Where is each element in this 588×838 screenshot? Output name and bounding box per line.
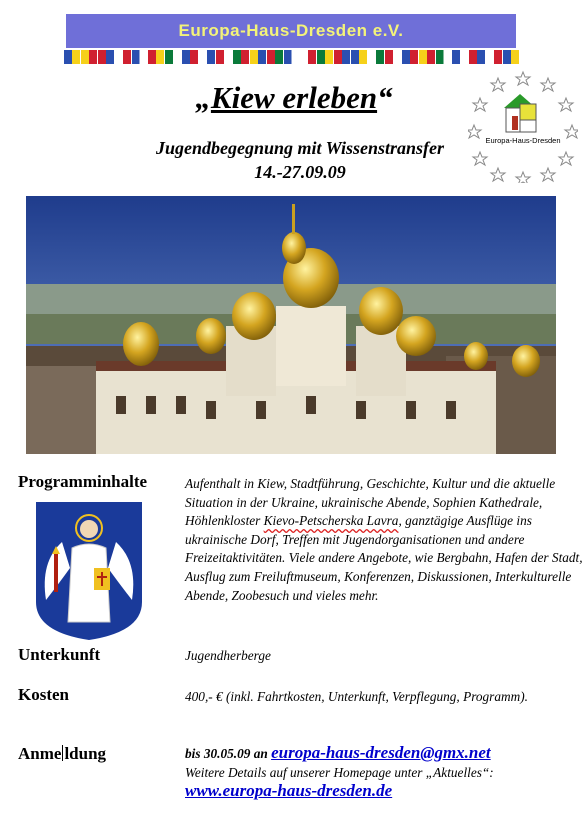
flag-icon — [469, 50, 485, 64]
flag-strip — [64, 50, 520, 64]
program-text: Aufenthalt in Kiew, Stadtführung, Geschichte, Kultur und die aktuelle Situation in der Ukraine, ukrainische Abende, Sophien Kathedrale, Höhlenkloster Kievo-Petscherska Lavra, ganztägige Ausflüge ins ukrainische Dorf, Treffen mit Jugendorganisationen und andere Freizeitaktivitäten. Viele andere Angebote, wie Bergbahn, Hafen der Stadt, Ausflug zum Freiluftmuseum, Konferenzen, Diskussionen, Interkulturelle Abende, Zoobesuch und vieles mehr. — [185, 476, 583, 603]
subtitle-line-1: Jugendbegegnung mit Wissenstransfer — [155, 138, 445, 158]
flag-icon — [233, 50, 249, 64]
registration-label: Anme ldung — [18, 744, 107, 763]
flag-icon — [300, 50, 316, 64]
flag-icon — [452, 50, 468, 64]
logo-caption: Europa-Haus-Dresden — [485, 136, 561, 145]
flag-icon — [250, 50, 266, 64]
flag-icon — [368, 50, 384, 64]
flag-icon — [216, 50, 232, 64]
registration-deadline-line — [185, 744, 585, 764]
flag-icon — [98, 50, 114, 64]
kiev-coat-of-arms-icon — [34, 502, 144, 640]
flag-icon — [351, 50, 367, 64]
subtitle-dates: 14.-27.09.09 — [254, 162, 346, 182]
lodging-value: Jugendherberge — [185, 648, 271, 663]
email-link[interactable]: europa-haus-dresden@gmx.net — [271, 743, 491, 762]
program-label: Programminhalte — [18, 472, 148, 491]
title-text: Kiew erleben — [210, 80, 378, 115]
flag-icon — [284, 50, 300, 64]
header-banner: Europa-Haus-Dresden e.V. — [66, 14, 516, 48]
flag-icon — [165, 50, 181, 64]
costs-value: 400,- € (inkl. Fahrtkosten, Unterkunft, Verpflegung, Programm). — [185, 689, 528, 704]
flag-icon — [148, 50, 164, 64]
flag-icon — [317, 50, 333, 64]
flag-icon — [115, 50, 131, 64]
flag-icon — [182, 50, 198, 64]
costs-label: Kosten — [18, 685, 69, 704]
flag-icon — [402, 50, 418, 64]
title-open-quote: „ — [195, 80, 211, 115]
registration-details: Weitere Details auf unserer Homepage unter „Aktuelles“: — [185, 764, 494, 780]
flag-icon — [64, 50, 80, 64]
subtitle — [90, 136, 510, 184]
flag-icon — [199, 50, 215, 64]
flag-icon — [486, 50, 502, 64]
title-close-quote: “ — [377, 80, 393, 115]
lodging-label: Unterkunft — [18, 645, 101, 664]
flag-icon — [132, 50, 148, 64]
kiev-lavra-photo — [26, 196, 556, 454]
flag-icon — [385, 50, 401, 64]
registration-deadline: bis 30.05.09 an — [185, 746, 272, 761]
flag-icon — [436, 50, 452, 64]
europa-haus-logo — [468, 68, 578, 183]
lavra-link-text: Kievo-Petscherska Lavra — [263, 513, 399, 529]
flag-icon — [267, 50, 283, 64]
flag-icon — [81, 50, 97, 64]
registration-text — [185, 744, 585, 802]
flag-icon — [503, 50, 519, 64]
flag-icon — [419, 50, 435, 64]
flag-icon — [334, 50, 350, 64]
website-link[interactable]: www.europa-haus-dresden.de — [185, 781, 393, 801]
